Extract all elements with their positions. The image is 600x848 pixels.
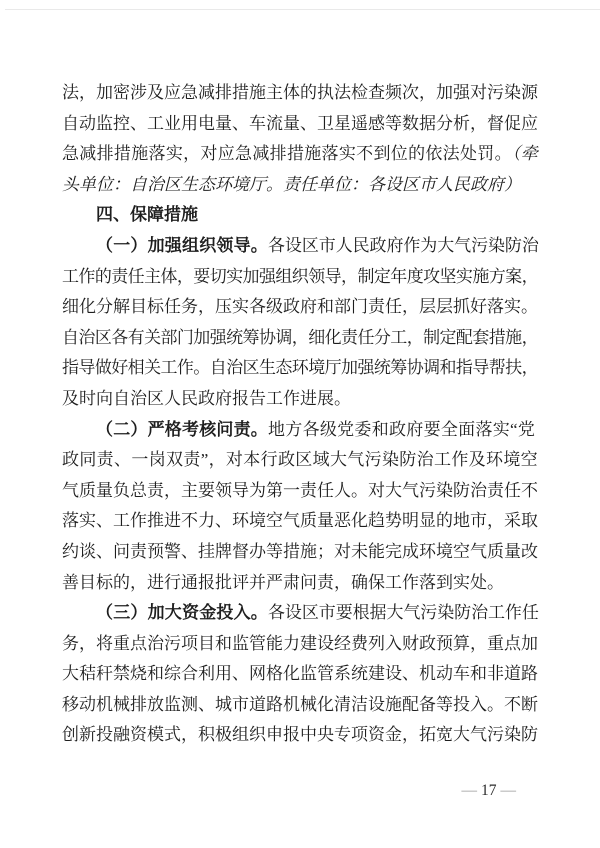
text-line-content: [62, 297, 538, 316]
text-line-content: [62, 175, 521, 194]
text-line-content: [62, 144, 538, 163]
text-segment-normal: 大秸秆禁烧和综合利用、网格化监管系统建设、机动车和非道路: [62, 664, 538, 684]
text-line: [62, 384, 538, 415]
text-line: [62, 506, 538, 537]
page-number: [462, 781, 517, 801]
text-line: [62, 292, 538, 323]
text-line-content: [62, 542, 538, 561]
text-line-content: [62, 450, 538, 469]
text-line-content: [96, 420, 535, 439]
page-number-value: 17: [481, 782, 497, 799]
text-segment-normal: 工作的责任主体，要切实加强组织领导，制定年度攻坚实施方案，: [62, 266, 539, 286]
text-line-content: [62, 634, 538, 653]
text-segment-normal: 地方各级党委和政府要全面落实“党: [268, 419, 536, 439]
page-number-dash-right: —: [500, 782, 516, 799]
text-line-content: [62, 83, 538, 102]
text-segment-normal: 急减排措施落实，对应急减排措施落实不到位的依法处罚。: [62, 144, 512, 164]
text-segment-normal: 移动机械排放监测、城市道路机械化清洁设施配备等投入。不断: [62, 694, 538, 714]
text-segment-normal: 落实、工作推进不力、环境空气质量恶化趋势明显的地市，采取: [62, 511, 538, 531]
text-segment-normal: 政同责、一岗双责”，对本行政区域大气污染防治工作及环境空: [62, 450, 539, 470]
text-line: [62, 170, 538, 201]
text-line: [62, 537, 538, 568]
text-segment-normal: 法，加密涉及应急减排措施主体的执法检查频次，加强对污染源: [62, 83, 538, 102]
text-line-content: [96, 603, 539, 622]
text-segment-normal: 自治区各有关部门加强统筹协调，细化责任分工，制定配套措施，: [62, 327, 539, 347]
text-segment-normal: 约谈、问责预警、挂牌督办等措施；对未能完成环境空气质量改: [62, 541, 538, 561]
text-line: [62, 476, 538, 507]
text-segment-normal: 务，将重点治污项目和监管能力建设经费列入财政预算，重点加: [62, 633, 538, 653]
text-line: [62, 262, 538, 293]
section-heading: [62, 200, 538, 231]
text-line: [62, 690, 538, 721]
text-segment-kai: 头单位：自治区生态环境厅。责任单位：各设区市人民政府）: [62, 174, 521, 194]
text-segment-lead: （一）加强组织领导。: [96, 235, 268, 255]
text-segment-normal: 各设区市要根据大气污染防治工作任: [268, 603, 539, 623]
page-number-dash-left: —: [461, 782, 477, 799]
text-line: [62, 568, 538, 599]
text-line-content: [62, 725, 538, 744]
scan-artifact-line: [5, 9, 600, 10]
text-segment-lead: （三）加大资金投入。: [96, 603, 268, 623]
text-line: [62, 720, 538, 751]
text-line-content: [62, 481, 538, 500]
text-line: [62, 323, 538, 354]
text-line-content: [62, 358, 538, 377]
text-line-content: [62, 114, 538, 133]
text-segment-normal: 指导做好相关工作。自治区生态环境厅加强统筹协调和指导帮扶，: [62, 358, 539, 378]
text-segment-heading: 四、保障措施: [96, 205, 198, 225]
document-text: [62, 78, 538, 751]
text-line-content: [62, 664, 538, 683]
text-line: [62, 139, 538, 170]
text-segment-normal: 自动监控、工业用电量、车流量、卫星遥感等数据分析，督促应: [62, 113, 538, 133]
text-line-content: [96, 205, 198, 224]
text-line: [62, 598, 538, 629]
text-segment-normal: 创新投融资模式，积极组织申报中央专项资金，拓宽大气污染防: [62, 725, 538, 745]
text-line: [62, 659, 538, 690]
text-segment-normal: 气质量负总责，主要领导为第一责任人。对大气污染防治责任不: [62, 480, 538, 500]
text-line: [62, 629, 538, 660]
text-segment-normal: 善目标的，进行通报批评并严肃问责，确保工作落到实处。: [62, 572, 504, 592]
text-segment-normal: 各设区市人民政府作为大气污染防治: [268, 235, 539, 255]
text-line-content: [62, 695, 538, 714]
text-line-content: [62, 573, 504, 592]
text-line-content: [62, 511, 538, 530]
text-line: [62, 445, 538, 476]
text-line: [62, 415, 538, 446]
text-segment-kai: （牵: [511, 144, 539, 164]
text-segment-normal: 及时向自治区人民政府报告工作进展。: [62, 388, 351, 408]
text-line-content: [96, 236, 539, 255]
text-line: [62, 78, 538, 109]
text-segment-normal: 细化分解目标任务，压实各级政府和部门责任，层层抓好落实。: [62, 297, 538, 317]
text-line-content: [62, 389, 351, 408]
text-line: [62, 231, 538, 262]
text-line-content: [62, 328, 538, 347]
text-line: [62, 353, 538, 384]
text-line-content: [62, 267, 538, 286]
text-line: [62, 109, 538, 140]
text-segment-lead: （二）严格考核问责。: [96, 419, 268, 439]
